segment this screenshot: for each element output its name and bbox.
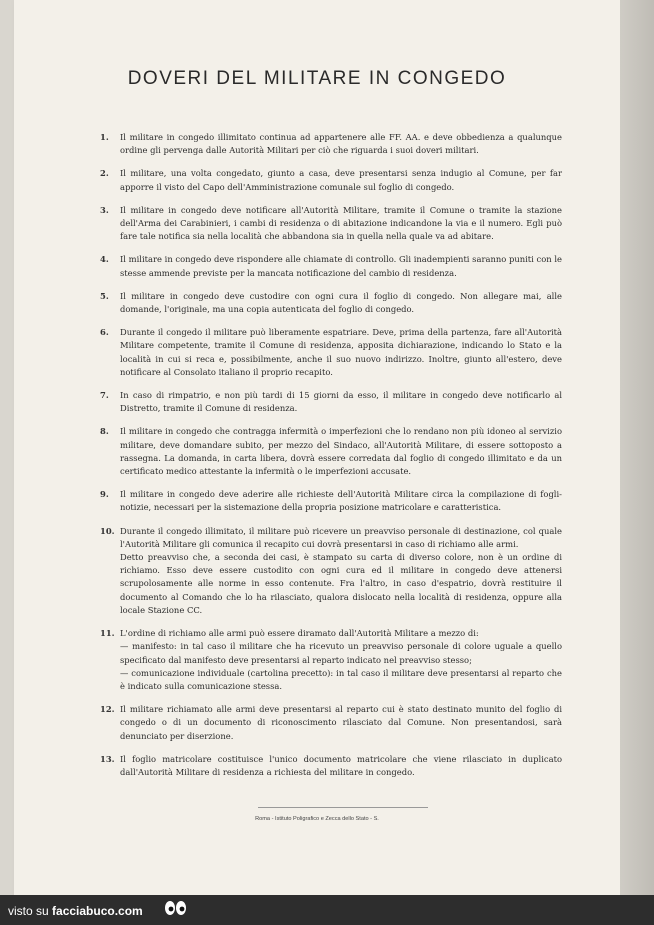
duty-number: 6. [100,327,109,338]
duty-text: — manifesto: in tal caso il militare che ha ricevuto un preavviso personale di colore uguale a quello specificato dal manifesto deve presentarsi al reparto indicato nel preavviso stesso; [120,641,562,665]
duty-item [100,389,562,415]
underlying-sheet-edge [620,0,654,925]
duty-text: In caso di rimpatrio, e non più tardi di 15 giorni da esso, il militare in congedo deve notificarlo al Distretto, tramite il Comune di residenza. [120,390,562,414]
duty-item [100,753,562,779]
duty-number: 3. [100,204,109,215]
duty-item [100,425,562,478]
duty-text: Il militare in congedo deve rispondere alle chiamate di controllo. Gli inadempienti saranno puniti con le stesse ammende previste per la mancata notificazione del cambio di residenza. [120,254,562,278]
duty-number: 2. [100,168,109,179]
duty-item [100,204,562,244]
printer-footer: Roma - Istituto Poligrafico e Zecca dello Stato - S. [255,816,379,822]
duty-item [100,167,562,193]
watermark-prefix: visto su [8,904,49,918]
duty-number: 8. [100,426,109,437]
duty-text: Durante il congedo illimitato, il militare può ricevere un preavviso personale di destinazione, col quale l'Autorità Militare gli comunica il recapito cui dovrà presentarsi in caso di richiamo alle armi. [120,525,562,549]
duty-text: Detto preavviso che, a seconda dei casi, è stampato su carta di diverso colore, non è un ordine di richiamo. Esso deve essere custodito con ogni cura ed il militare in congedo deve attenersi scrupolosamente alle norme in esso contenute. Fra l'altro, in caso d'espatrio, dovrà restituire il documento al Comando che lo ha rilasciato, qualora dislocato nella località di residenza, oppure alla locale Stazione CC. [120,552,562,615]
duty-number: 7. [100,390,109,401]
duty-text: Il militare in congedo deve custodire con ogni cura il foglio di congedo. Non allegare mai, alle domande, l'originale, ma una copia autenticata del foglio di congedo. [120,290,562,315]
duty-item [100,131,562,157]
duty-text: Durante il congedo il militare può liberamente espatriare. Deve, prima della partenza, fare all'Autorità Militare competente, tramite il Comune di residenza, apposita dichiarazione, indicando lo Stato e la località in cui si reca e, possibilmente, anche il suo nuovo indirizzo. Inoltre, giunto all'estero, deve notificare al Consolato italiano il proprio recapito. [120,327,562,377]
duty-text: Il militare in congedo deve notificare all'Autorità Militare, tramite il Comune o tramite la stazione dell'Arma dei Carabinieri, i cambi di residenza o di abitazione indicandone la via e il numero. Egli può fare tale notifica sia nella località che abbandona sia in quella nella quale va ad abitare. [120,204,562,242]
duty-text: Il militare in congedo deve aderire alle richieste dell'Autorità Militare circa la compilazione di fogli-notizie, necessari per la sistemazione della propria posizione matricolare e caratteristica. [120,489,562,513]
watermark-text[interactable] [8,904,143,918]
duties-list [100,131,562,789]
document-title: DOVERI DEL MILITARE IN CONGEDO [127,68,507,89]
duty-text: — comunicazione individuale (cartolina precetto): in tal caso il militare deve presentarsi al reparto che è indicato sulla comunicazione stessa. [120,667,562,691]
duty-item [100,703,562,743]
watermark-site: facciabuco.com [52,904,143,918]
duty-number: 12. [100,704,115,715]
duty-text: Il foglio matricolare costituisce l'unico documento matricolare che viene rilasciato in duplicato dall'Autorità Militare di residenza a richiesta del militare in congedo. [120,753,562,777]
duty-text: Il militare, una volta congedato, giunto a casa, deve presentarsi senza indugio al Comune, per far apporre il visto del Capo dell'Amministrazione comunale sul foglio di congedo. [120,168,562,192]
eyes-logo-icon [164,899,188,917]
footer-divider [258,807,428,808]
duty-text: L'ordine di richiamo alle armi può essere diramato dall'Autorità Militare a mezzo di: [120,628,479,639]
duty-number: 13. [100,753,115,764]
duty-text: Il militare richiamato alle armi deve presentarsi al reparto cui è stato destinato munito del foglio di congedo o di un documento di riconoscimento rilasciato dal Comune. Non presentandosi, sarà denunciato per diserzione. [120,704,562,741]
duty-item [100,253,562,279]
duty-text: Il militare in congedo illimitato continua ad appartenere alle FF. AA. e deve obbedienza a qualunque ordine gli pervenga dalle Autorità Militari per ciò che riguarda i suoi doveri militari. [120,132,562,156]
duty-text: Il militare in congedo che contragga infermità o imperfezioni che lo rendano non più idoneo al servizio militare, deve domandare subito, per mezzo del Sindaco, all'Autorità Militare, di essere sottoposto a rassegna. La domanda, in carta libera, dovrà essere corredata dal foglio di congedo illimitato e da un certificato medico attestante la infermità o le imperfezioni accusate. [120,426,562,477]
duty-item [100,326,562,379]
duty-number: 1. [100,132,109,142]
duty-item [100,627,562,693]
duty-number: 11. [100,628,115,639]
duty-item [100,290,562,316]
document-page [14,0,620,925]
duty-number: 10. [100,525,115,536]
duty-item [100,525,562,617]
duty-item [100,488,562,514]
duty-number: 4. [100,254,109,265]
duty-number: 5. [100,290,109,301]
duty-number: 9. [100,489,109,500]
